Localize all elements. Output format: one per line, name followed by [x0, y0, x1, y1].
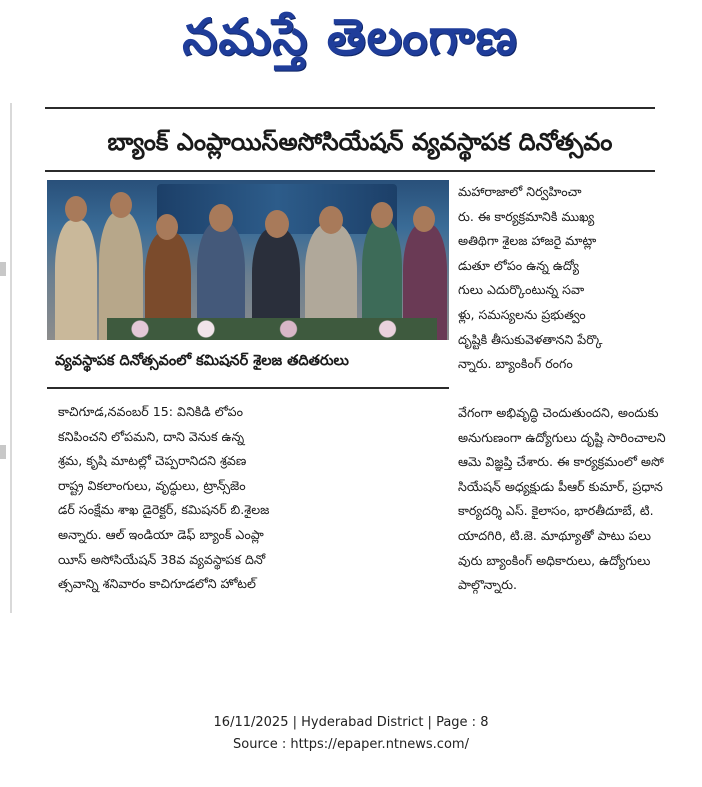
text-line: కనిపించని లోపమని, దాని వెనుక ఉన్న — [58, 428, 245, 444]
text-line: అన్నారు. ఆల్ ఇండియా డెఫ్ బ్యాంక్ ఎంప్లా — [58, 526, 264, 542]
photo-person-head — [110, 192, 132, 218]
footer-date-page: 16/11/2025 | Hyderabad District | Page : 8 — [213, 715, 489, 730]
text-line: డుతూ లోపం ఉన్న ఉద్యో — [458, 257, 580, 273]
text-line: వేగంగా అభివృద్ధి చెందుతుందని, అందుకు — [458, 405, 659, 420]
text-line: రాష్ట్ర వికలాంగులు, వృద్ధులు, ట్రాన్స్‌జెం — [58, 477, 246, 493]
photo-person-head — [209, 204, 233, 232]
masthead-title: నమస్తే తెలంగాణ — [182, 7, 518, 66]
text-line: దృష్టికి తీసుకువెళతానని పేర్కొ — [458, 331, 603, 347]
headline-top-rule — [45, 107, 655, 109]
article-column-left — [58, 400, 450, 597]
photo-person-head — [371, 202, 393, 228]
clip-frame-mark — [0, 445, 6, 459]
text-line: యాదగిరి, టి.జె. మాథ్యూతో పాటు పలు — [458, 527, 651, 543]
text-line: గులు ఎదుర్కొంటున్న సవా — [458, 282, 585, 298]
headline-text: బ్యాంక్ ఎంప్లాయిస్‌అసోసియేషన్ వ్యవస్థాపక దినోత్సవం — [107, 128, 613, 156]
photo-person-head — [265, 210, 289, 238]
footer-source: Source : https://epaper.ntnews.com/ — [233, 737, 469, 752]
text-line: సియేషన్ అధ్యక్షుడు పీఆర్ కుమార్, ప్రధాన — [458, 478, 663, 494]
photo-person — [55, 220, 97, 340]
text-line: కాచిగూడ,నవంబర్ 15: వినికిడి లోపం — [58, 404, 244, 419]
headline — [45, 125, 675, 165]
article-column-right-bottom — [458, 401, 673, 598]
text-line: అనుగుణంగా ఉద్యోగులు దృష్టి సారించాలని — [458, 429, 666, 445]
text-line: త్సవాన్ని శనివారం కాచిగూడలోని హోటల్ — [58, 576, 256, 592]
text-line: న్నారు. బ్యాంకింగ్ రంగం — [458, 356, 573, 372]
text-line: యీస్ అసోసియేషన్ 38వ వ్యవస్థాపక దినో — [58, 551, 266, 567]
photo-flowers — [107, 318, 437, 340]
photo-person-head — [319, 206, 343, 234]
headline-bottom-rule — [45, 170, 655, 172]
photo-person-head — [65, 196, 87, 222]
photo-caption-text: వ్యవస్థాపక దినోత్సవంలో కమిషనర్ శైలజ తదితరులు — [55, 353, 349, 369]
text-line: కార్యదర్శి ఎస్. కైలాసం, భారతీదూబే, టి. — [458, 503, 654, 519]
photo-person-head — [156, 214, 178, 240]
text-line: ళ్లు, సమస్యలను ప్రభుత్వం — [458, 306, 586, 322]
masthead-logo — [140, 4, 560, 82]
text-line: మహారాజాలో నిర్వహించా — [458, 184, 582, 199]
text-line: రు. ఈ కార్యక్రమానికి ముఖ్య — [458, 208, 595, 224]
caption-rule — [47, 387, 449, 389]
clip-frame-mark — [0, 262, 6, 276]
text-line: అతిథిగా శైలజ హాజరై మాట్లా — [458, 233, 597, 249]
photo-person-head — [413, 206, 435, 232]
clip-frame-edge — [10, 103, 12, 613]
article-photo — [47, 180, 449, 340]
text-line: ఆమె విజ్ఞప్తి చేశారు. ఈ కార్యక్రమంలో అసో — [458, 454, 664, 470]
text-line: శ్రమ, కృషి మాటల్లో చెప్పరానిదని శ్రవణ — [58, 453, 247, 469]
footer — [0, 712, 702, 756]
text-line: వురు బ్యాంకింగ్ అధికారులు, ఉద్యోగులు — [458, 552, 651, 568]
text-line: డర్ సంక్షేమ శాఖ డైరెక్టర్, కమిషనర్ బి.శైలజ — [58, 502, 270, 518]
text-line: పాల్గొన్నారు. — [458, 577, 517, 593]
photo-caption — [47, 346, 449, 380]
article-column-right-top — [458, 180, 668, 377]
